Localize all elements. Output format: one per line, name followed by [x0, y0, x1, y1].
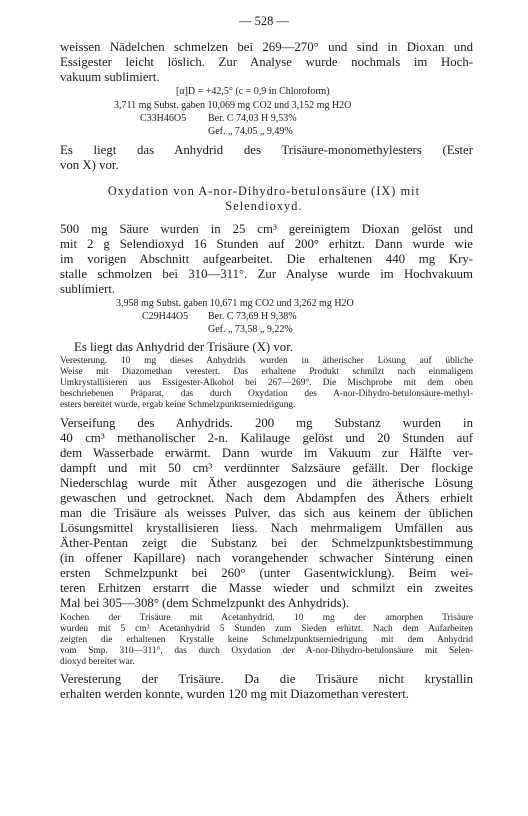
small-text-line: esters bereitet wurde, ergab keine Schmelzpunktserniedrigung.	[60, 400, 296, 410]
analysis-1-subst: 3,711 mg Subst. gaben 10,069 mg CO2 und 3,152 mg H2O	[114, 100, 352, 111]
rotation-text: [α]D = +42,5° (c = 0,9 in Chloroform)	[176, 86, 330, 97]
text-line: Veresterung der Trisäure. Da die Trisäure nicht krystallin	[60, 672, 473, 686]
text-line: weissen Nädelchen schmelzen bei 269—270° und sind in Dioxan und	[60, 40, 473, 54]
analysis-2-ber: Ber. C 73,69 H 9,38%	[208, 311, 297, 322]
section-heading: Oxydation von A-nor-Dihydro-betulonsäure (IX) mit	[107, 184, 421, 198]
analysis-1-gef: Gef. „ 74,05 „ 9,49%	[208, 126, 293, 137]
analysis-1-ber: Ber. C 74,03 H 9,53%	[208, 113, 297, 124]
text-line: ersten Schmelzpunkt bei 260° (unter Gasentwicklung). Beim wei-	[60, 566, 473, 580]
text-line: vakuum sublimiert.	[60, 70, 160, 84]
text-line: mit 2 g Selendioxyd 16 Stunden auf 200° erhitzt. Dann wurde wie	[60, 237, 473, 251]
small-text-line: dioxyd bereitet war.	[60, 657, 135, 667]
small-text-line: wurden mit 5 cm³ Acetanhydrid 5 Stunden zum Sieden erhitzt. Nach dem Aufarbeiten	[60, 624, 473, 634]
section-heading: Selendioxyd.	[225, 199, 303, 213]
analysis-2-gef: Gef. „ 73,58 „ 9,22%	[208, 324, 293, 335]
text-line: im vorigen Abschnitt aufgearbeitet. Die erhaltenen 440 mg Kry-	[60, 252, 473, 266]
text-line: teren Erhitzen erstarrt die Masse wieder und schmilzt ein zweites	[60, 581, 473, 595]
text-line: Äther-Pentan zeigt die Substanz bei der Schmelzpunktsbestimmung	[60, 536, 473, 550]
small-text-line: vom Smp. 310—311°, das durch Oxydation der A-nor-Dihydro-betulonsäure mit Selen-	[60, 646, 473, 656]
page-number: — 528 —	[239, 14, 289, 28]
text-line: erhalten werden konnte, wurden 120 mg mit Diazomethan verestert.	[60, 687, 409, 701]
analysis-2-formula: C29H44O5	[142, 311, 189, 322]
small-text-line: Veresterung. 10 mg dieses Anhydrids wurden in ätherischer Lösung auf übliche	[60, 356, 473, 366]
small-text-line: zeigten die erhaltenen Krystalle keine Schmelzpunktserniedrigung mit dem Anhydrid	[60, 635, 473, 645]
text-line: sublimiert.	[60, 282, 116, 296]
text-line: stalle schmolzen bei 310—311°. Zur Analyse wurde im Hochvakuum	[60, 267, 473, 281]
text-line: dem Wasserbade erwärmt. Dann wurde im Vakuum zur Hälfte ver-	[60, 446, 473, 460]
small-text-line: beschriebenen Präparat, das durch Oxydation des A-nor-Dihydro-betulonsäure-methyl-	[60, 389, 473, 399]
text-line: gewaschen und getrocknet. Nach dem Abdampfen des Äthers erhielt	[60, 491, 473, 505]
specific-rotation	[176, 86, 330, 98]
text-line: 40 cm³ methanolischer 2-n. Kalilauge gelöst und 20 Stunden auf	[60, 431, 473, 445]
analysis-2-subst: 3,958 mg Subst. gaben 10,671 mg CO2 und 3,262 mg H2O	[116, 298, 354, 309]
small-text-line: Kochen der Trisäure mit Acetanhydrid. 10 mg der amorphen Trisäure	[60, 613, 473, 623]
text-line: von X) vor.	[60, 158, 119, 172]
text-line: Essigester leicht löslich. Zur Analyse wurde nochmals im Hoch-	[60, 55, 473, 69]
text-line: (in offener Kapillare) nach vorangehender schwacher Sinterung einen	[60, 551, 473, 565]
text-line: dampft und mit 50 cm³ verdünnter Salzsäure gefällt. Der flockige	[60, 461, 473, 475]
text-line: Mal bei 305—308° (dem Schmelzpunkt des Anhydrids).	[60, 596, 350, 610]
text-line: man die Trisäure als weisses Pulver, das sich aus keinem der üblichen	[60, 506, 473, 520]
text-line: Niederschlag wurde mit Äther ausgezogen und die ätherische Lösung	[60, 476, 473, 490]
small-text-line: Umkrystallisieren aus Essigester-Alkohol bei 267—269°. Die Mischprobe mit dem oben	[60, 378, 473, 388]
small-text-line: Weise mit Diazomethan verestert. Das erhaltene Produkt schmilzt nach einmaligem	[60, 367, 473, 377]
analysis-1-formula: C33H46O5	[140, 113, 187, 124]
text-line: Lösungsmittel krystallisieren liess. Nach mehrmaligem Umfällen aus	[60, 521, 473, 535]
text-line: Es liegt das Anhydrid des Trisäure-monomethylesters (Ester	[60, 143, 473, 157]
text-line: Es liegt das Anhydrid der Trisäure (X) vor.	[74, 340, 293, 354]
text-line: Verseifung des Anhydrids. 200 mg Substanz wurden in	[60, 416, 473, 430]
text-line: 500 mg Säure wurden in 25 cm³ gereinigtem Dioxan gelöst und	[60, 222, 473, 236]
